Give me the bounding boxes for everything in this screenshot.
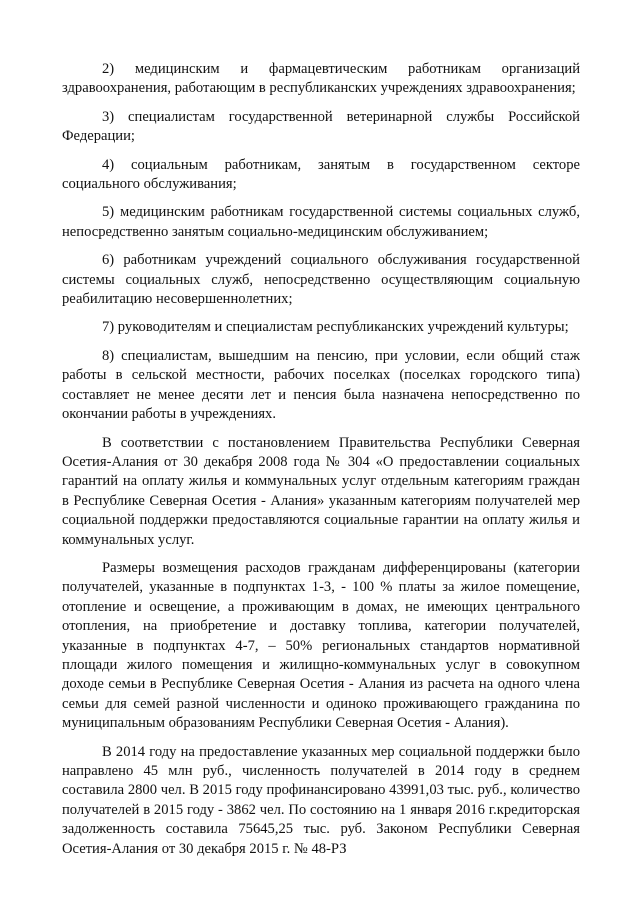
paragraph-compensation-sizes: Размеры возмещения расходов гражданам дифференцированы (категории получателей, указанные в подпунктах 1-3, - 100 % платы за жилое помещение, отопление и освещение, а проживающим в домах, не имеющих центрального отопления, на приобретение и доставку топлива, категории получателей, указанные в подпунктах 4-7, – 50% региональных стандартов нормативной площади жилого помещения и жилищно-коммунальных услуг в совокупном доходе семьи в Республике Северная Осетия - Алания из расчета на одного члена семьи для семей разной численности и одиноко проживающего гражданина по муниципальным образованиям Республики Северная Осетия - Алания). bbox=[62, 559, 580, 732]
paragraph-item-3: 3) специалистам государственной ветеринарной службы Российской Федерации; bbox=[62, 108, 580, 145]
paragraph-item-5: 5) медицинским работникам государственной системы социальных служб, непосредственно занятым социально-медицинским обслуживанием; bbox=[62, 204, 580, 240]
paragraph-item-7: 7) руководителям и специалистам республиканских учреждений культуры; bbox=[102, 319, 569, 336]
paragraph-item-8: 8) специалистам, вышедшим на пенсию, при условии, если общий стаж работы в сельской местности, рабочих поселках (поселках городского типа) составляет не менее десяти лет и пенсия была назначена непосредственно по окончании работы в учреждениях. bbox=[62, 347, 580, 423]
paragraph-item-2: 2) медицинским и фармацевтическим работникам организаций здравоохранения, работающим в республиканских учреждениях здравоохранения; bbox=[62, 61, 580, 97]
paragraph-item-6: 6) работникам учреждений социального обслуживания государственной системы социальных служб, непосредственно осуществляющим социальную реабилитацию несовершеннолетних; bbox=[62, 252, 580, 308]
document-page bbox=[62, 60, 580, 868]
paragraph-item-4: 4) социальным работникам, занятым в государственном секторе социального обслуживания; bbox=[62, 156, 580, 193]
paragraph-funding-2014-2015: В 2014 году на предоставление указанных мер социальной поддержки было направлено 45 млн руб., численность получателей в 2014 году в среднем составила 2800 чел. В 2015 году профинансировано 43991,03 тыс. руб., количество получателей в 2015 году - 3862 чел. По состоянию на 1 января 2016 г.кредиторская задолженность составила 75645,25 тыс. руб. Законом Республики Северная Осетия-Алания от 30 декабря 2015 г. № 48-РЗ bbox=[62, 743, 580, 857]
paragraph-resolution-304: В соответствии с постановлением Правительства Республики Северная Осетия-Алания от 30 декабря 2008 года № 304 «О предоставлении социальных гарантий на оплату жилья и коммунальных услуг отдельным категориям граждан в Республике Северная Осетия - Алания» указанным категориям получателей мер социальной поддержки предоставляются социальные гарантии на оплату жилья и коммунальных услуг. bbox=[62, 434, 580, 548]
